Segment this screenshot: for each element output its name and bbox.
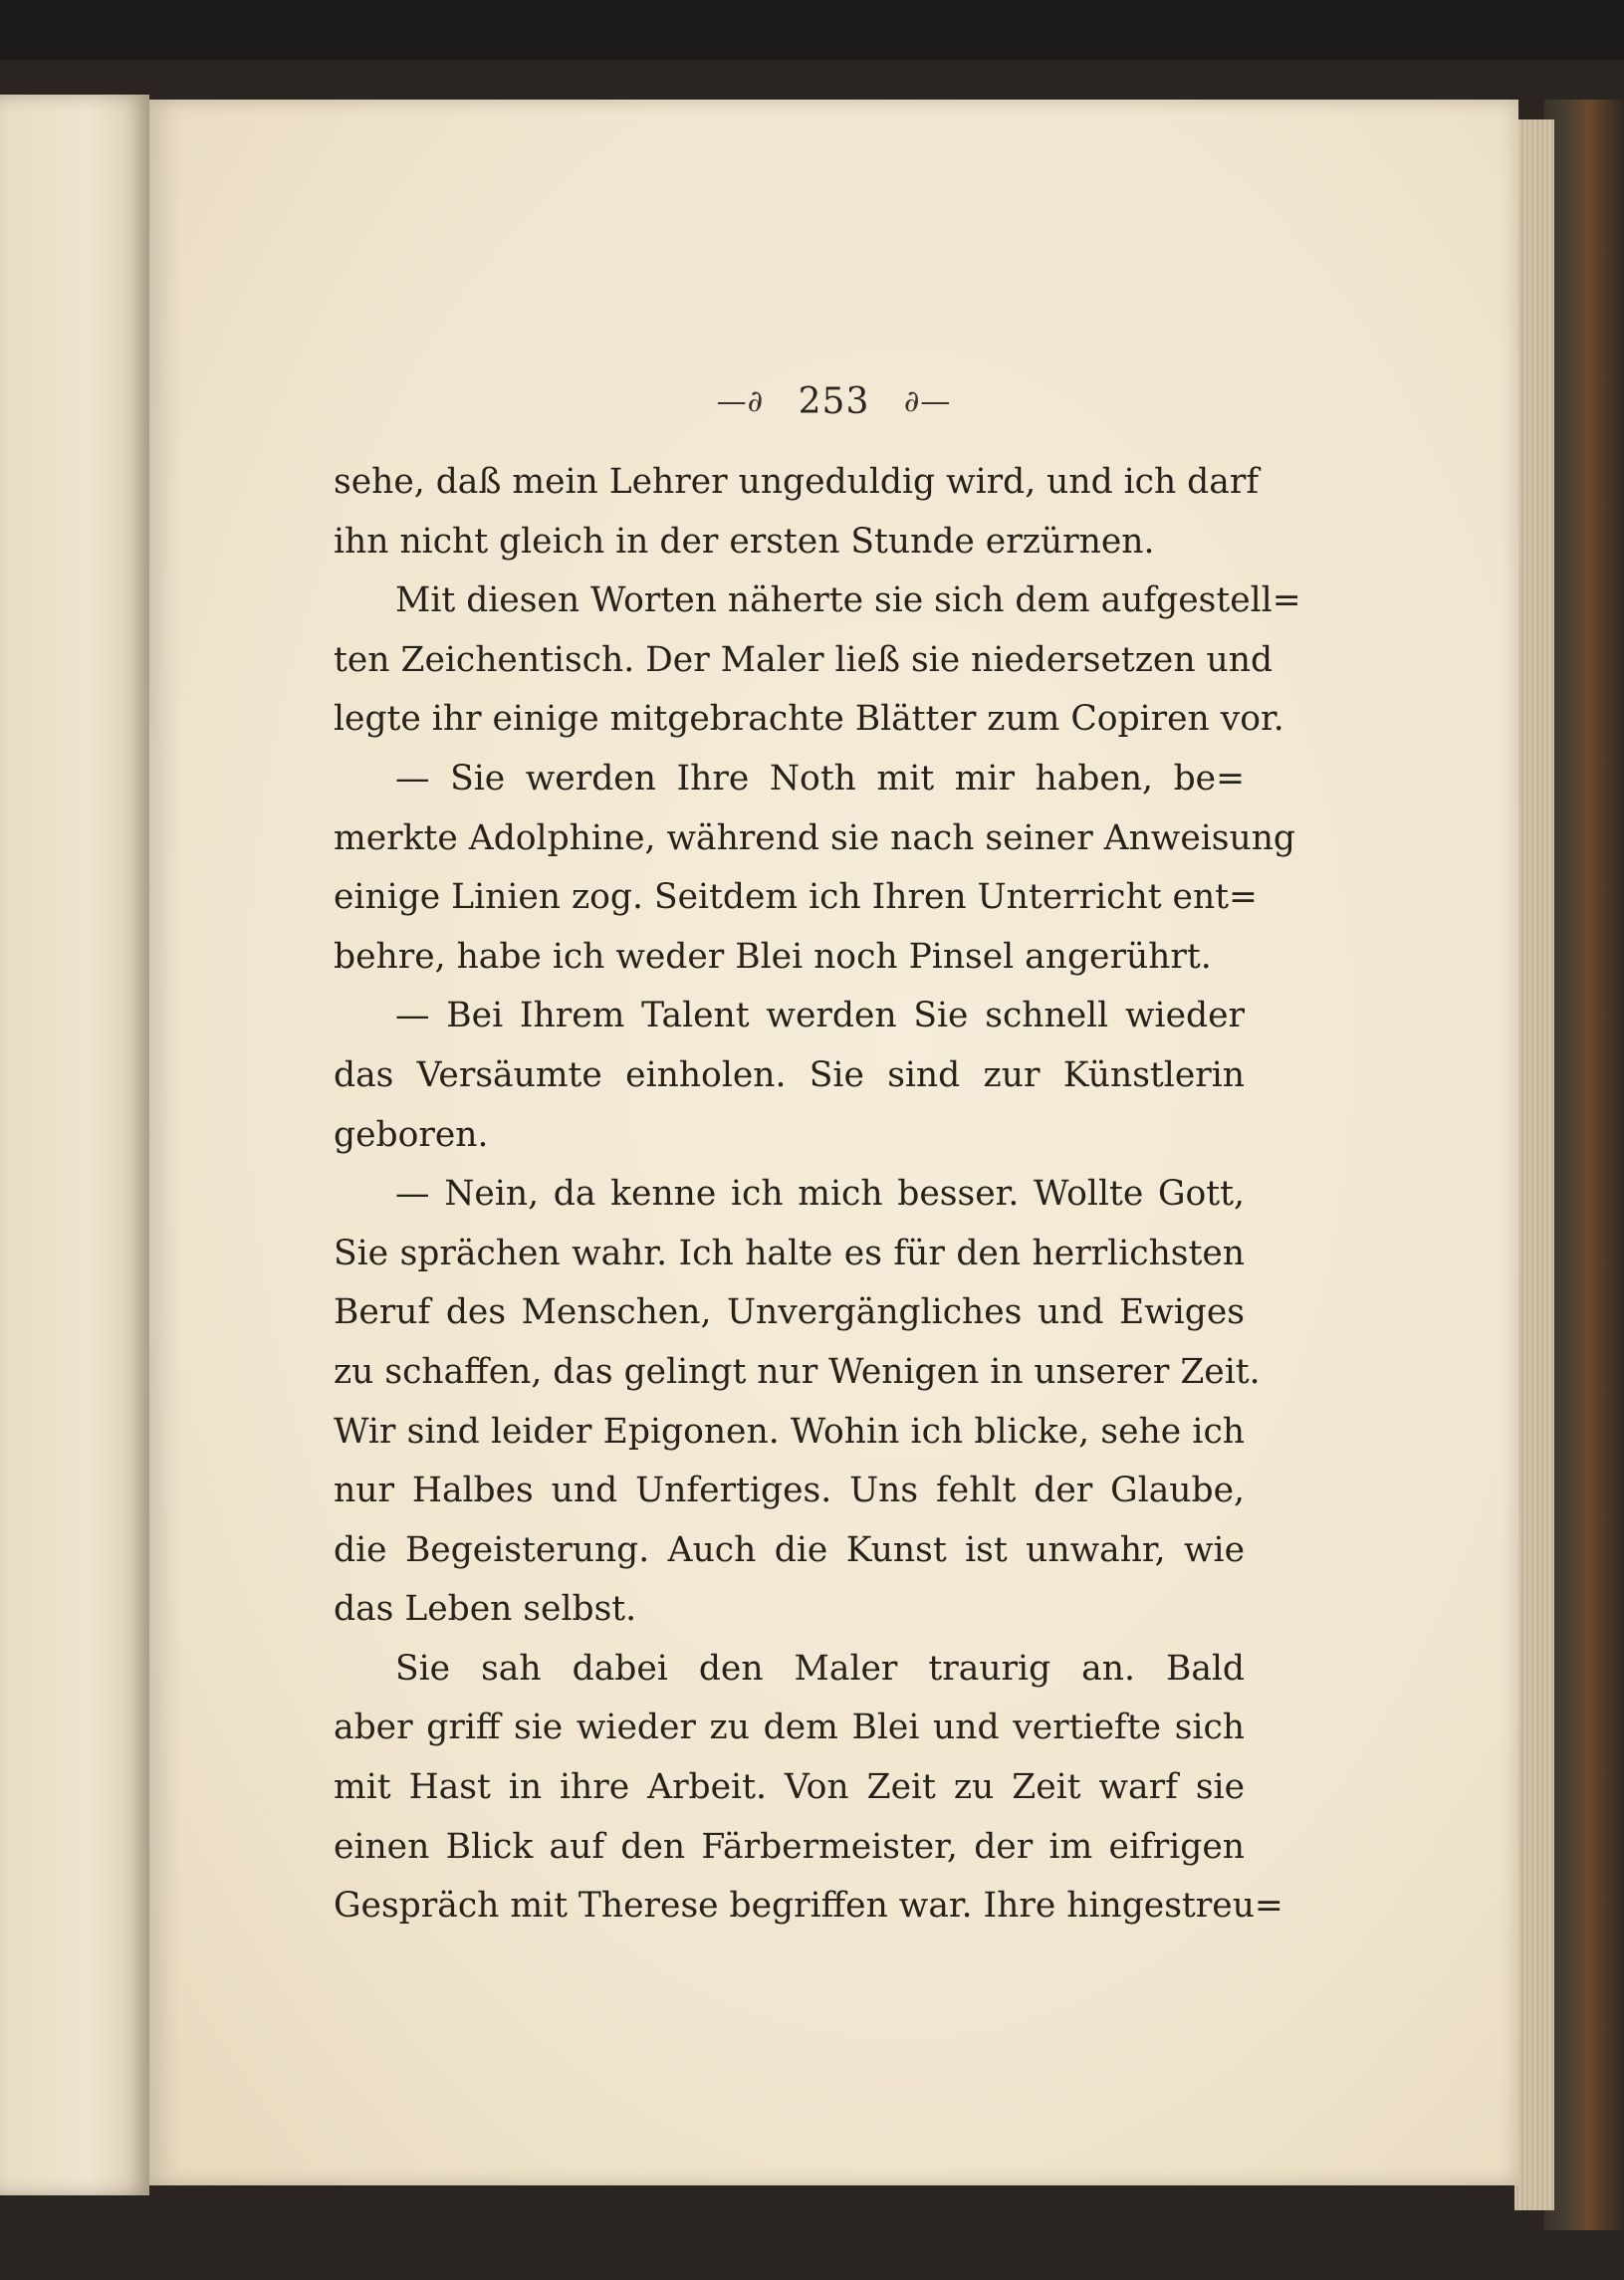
right-page xyxy=(149,100,1518,2185)
text-line: einige Linien zog. Seitdem ich Ihren Unterricht ent= xyxy=(334,877,1258,918)
text-line: merkte Adolphine, während sie nach seiner Anweisung xyxy=(334,817,1295,858)
book-spread xyxy=(0,60,1624,2280)
text-line: Sie sah dabei den Maler traurig an. Bald xyxy=(395,1648,1245,1689)
page-header xyxy=(149,378,1518,422)
text-line: ihn nicht gleich in der ersten Stunde erzürnen. xyxy=(334,521,1155,562)
text-line: geboren. xyxy=(334,1114,489,1155)
body-text xyxy=(334,453,1301,1937)
book-cover-edge xyxy=(1544,100,1624,2230)
page-number: 253 xyxy=(798,380,870,422)
text-line: das Versäumte einholen. Sie sind zur Künstlerin xyxy=(334,1054,1245,1095)
text-line: nur Halbes und Unfertiges. Uns fehlt der Glaube, xyxy=(334,1471,1245,1511)
text-line: zu schaffen, das gelingt nur Wenigen in unserer Zeit. xyxy=(334,1351,1261,1392)
ornament-left: —∂ xyxy=(716,383,765,419)
ornament-right: ∂— xyxy=(903,383,952,419)
text-line: Sie sprächen wahr. Ich halte es für den herrlichsten xyxy=(334,1233,1245,1273)
text-line: Wir sind leider Epigonen. Wohin ich blicke, sehe ich xyxy=(334,1411,1245,1452)
text-line: das Leben selbst. xyxy=(334,1589,637,1630)
text-line: Gespräch mit Therese begriffen war. Ihre hingestreu= xyxy=(334,1886,1283,1927)
left-page-edge xyxy=(0,95,149,2195)
text-line: Mit diesen Worten näherte sie sich dem aufgestell= xyxy=(395,580,1301,621)
text-line: — Bei Ihrem Talent werden Sie schnell wieder xyxy=(395,996,1245,1036)
text-line: — Sie werden Ihre Noth mit mir haben, be= xyxy=(395,758,1245,798)
text-line: — Nein, da kenne ich mich besser. Wollte Gott, xyxy=(395,1174,1245,1215)
text-line: sehe, daß mein Lehrer ungeduldig wird, und ich darf xyxy=(334,462,1260,502)
text-line: mit Hast in ihre Arbeit. Von Zeit zu Zeit warf sie xyxy=(334,1767,1245,1808)
text-line: Beruf des Menschen, Unvergängliches und Ewiges xyxy=(334,1292,1245,1333)
text-line: legte ihr einige mitgebrachte Blätter zum Copiren vor. xyxy=(334,699,1284,740)
text-line: einen Blick auf den Färbermeister, der im eifrigen xyxy=(334,1826,1245,1867)
text-line: ten Zeichentisch. Der Maler ließ sie niedersetzen und xyxy=(334,639,1274,680)
text-line: behre, habe ich weder Blei noch Pinsel angerührt. xyxy=(334,936,1212,977)
text-line: die Begeisterung. Auch die Kunst ist unwahr, wie xyxy=(334,1529,1245,1570)
page-block-edges xyxy=(1514,119,1554,2210)
text-line: aber griff sie wieder zu dem Blei und vertiefte sich xyxy=(334,1708,1245,1748)
